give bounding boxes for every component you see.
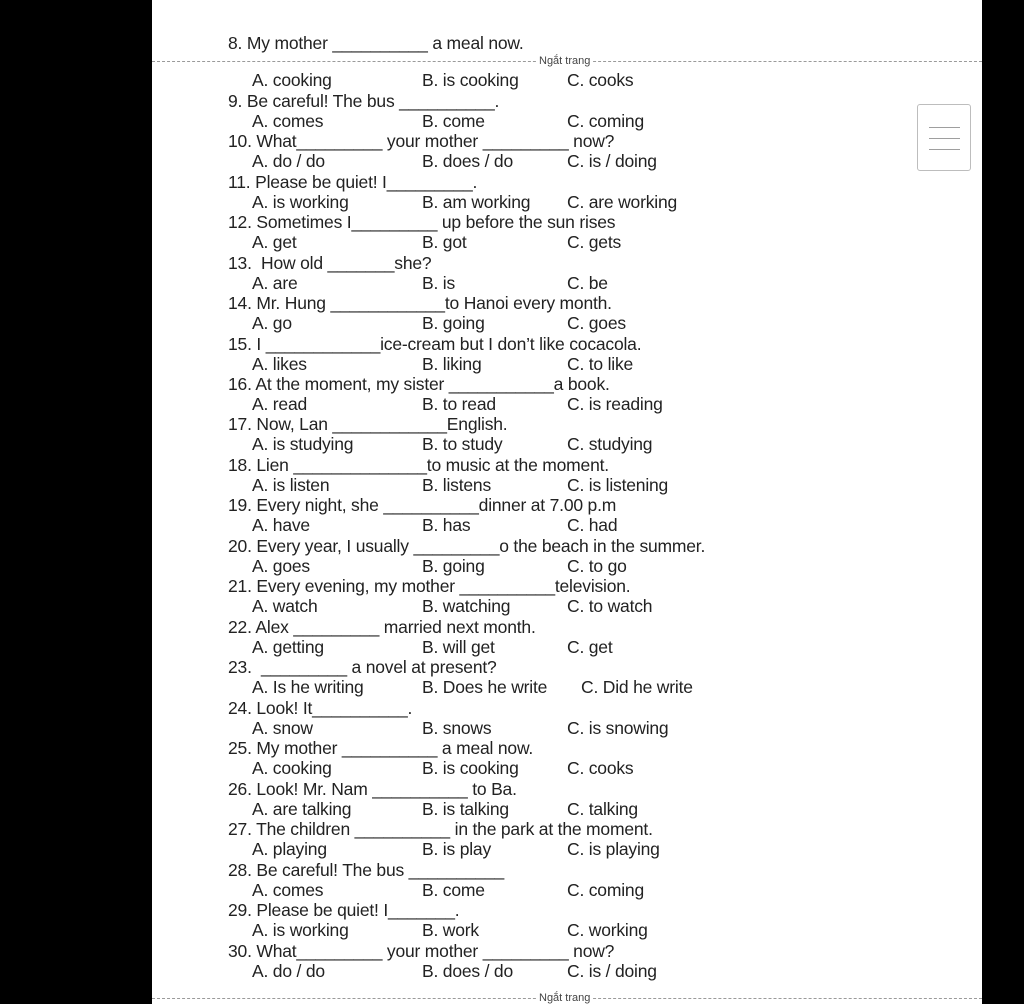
- answer-option: C. to like: [567, 354, 634, 374]
- answer-option: B. does / do: [422, 961, 513, 981]
- answer-option: B. Does he write: [422, 677, 548, 697]
- answer-option: A. cooking: [252, 758, 332, 778]
- question-stem: 13. How old _______she?: [228, 253, 432, 273]
- answer-option: C. to go: [567, 556, 627, 576]
- answer-option: C. is listening: [567, 475, 669, 495]
- answer-option: B. going: [422, 313, 485, 333]
- answer-option: B. does / do: [422, 151, 513, 171]
- answer-option: B. liking: [422, 354, 482, 374]
- document-page: [152, 0, 982, 1004]
- question-stem: 16. At the moment, my sister ___________a book.: [228, 374, 610, 394]
- answer-option: C. coming: [567, 111, 644, 131]
- answer-option: B. is talking: [422, 799, 509, 819]
- question-stem: 18. Lien ______________to music at the moment.: [228, 455, 609, 475]
- answer-option: B. to study: [422, 434, 503, 454]
- answer-option: B. to read: [422, 394, 496, 414]
- question-stem: 9. Be careful! The bus __________.: [228, 91, 500, 111]
- question-stem: 30. What_________ your mother _________ now?: [228, 941, 615, 961]
- answer-option: A. playing: [252, 839, 327, 859]
- question-stem: 25. My mother __________ a meal now.: [228, 738, 534, 758]
- menu-lines-icon: [918, 105, 970, 170]
- answer-option: C. is / doing: [567, 151, 657, 171]
- answer-option: A. is working: [252, 920, 349, 940]
- answer-option: A. cooking: [252, 70, 332, 90]
- answer-option: B. is: [422, 273, 456, 293]
- answer-option: B. has: [422, 515, 471, 535]
- answer-option: A. is listen: [252, 475, 330, 495]
- answer-option: C. talking: [567, 799, 638, 819]
- answer-option: B. snows: [422, 718, 492, 738]
- answer-option: C. get: [567, 637, 613, 657]
- answer-option: B. listens: [422, 475, 491, 495]
- answer-option: C. cooks: [567, 70, 634, 90]
- question-stem: 29. Please be quiet! I_______.: [228, 900, 460, 920]
- answer-option: C. is snowing: [567, 718, 669, 738]
- question-stem: 11. Please be quiet! I_________.: [228, 172, 478, 192]
- page-break-label: Ngắt trang: [536, 55, 593, 67]
- answer-option: C. is playing: [567, 839, 660, 859]
- answer-option: C. is reading: [567, 394, 663, 414]
- question-stem: 23. _________ a novel at present?: [228, 657, 497, 677]
- answer-option: B. am working: [422, 192, 531, 212]
- answer-option: A. do / do: [252, 151, 325, 171]
- answer-option: A. do / do: [252, 961, 325, 981]
- question-stem: 19. Every night, she __________dinner at 7.00 p.m: [228, 495, 617, 515]
- answer-option: A. have: [252, 515, 310, 535]
- answer-option: B. is cooking: [422, 758, 519, 778]
- question-stem: 22. Alex _________ married next month.: [228, 617, 536, 637]
- question-stem: 15. I ____________ice-cream but I don’t like cocacola.: [228, 334, 642, 354]
- answer-option: C. goes: [567, 313, 626, 333]
- page-break-label: Ngắt trang: [536, 992, 593, 1004]
- question-stem: 20. Every year, I usually _________o the beach in the summer.: [228, 536, 706, 556]
- answer-option: A. watch: [252, 596, 318, 616]
- answer-option: A. Is he writing: [252, 677, 364, 697]
- answer-option: A. are talking: [252, 799, 352, 819]
- question-stem: 27. The children __________ in the park at the moment.: [228, 819, 653, 839]
- answer-option: B. work: [422, 920, 479, 940]
- question-stem: 26. Look! Mr. Nam __________ to Ba.: [228, 779, 517, 799]
- answer-option: B. is play: [422, 839, 491, 859]
- answer-option: C. working: [567, 920, 648, 940]
- menu-button[interactable]: [917, 104, 971, 171]
- question-stem: 12. Sometimes I_________ up before the sun rises: [228, 212, 616, 232]
- answer-option: B. come: [422, 880, 485, 900]
- answer-option: B. watching: [422, 596, 511, 616]
- answer-option: A. get: [252, 232, 297, 252]
- answer-option: C. be: [567, 273, 608, 293]
- question-stem: 21. Every evening, my mother __________television.: [228, 576, 631, 596]
- answer-option: B. going: [422, 556, 485, 576]
- answer-option: C. is / doing: [567, 961, 657, 981]
- answer-option: A. read: [252, 394, 308, 414]
- answer-option: A. are: [252, 273, 298, 293]
- answer-option: B. come: [422, 111, 485, 131]
- answer-option: A. snow: [252, 718, 313, 738]
- question-list: [152, 0, 982, 1004]
- answer-option: C. studying: [567, 434, 653, 454]
- answer-option: A. comes: [252, 880, 324, 900]
- answer-option: A. likes: [252, 354, 307, 374]
- answer-option: C. Did he write: [581, 677, 693, 697]
- answer-option: A. comes: [252, 111, 324, 131]
- question-stem: 10. What_________ your mother _________ now?: [228, 131, 615, 151]
- question-stem: 24. Look! It__________.: [228, 698, 413, 718]
- question-stem: 17. Now, Lan ____________English.: [228, 414, 508, 434]
- answer-option: A. goes: [252, 556, 310, 576]
- answer-option: C. cooks: [567, 758, 634, 778]
- question-stem: 8. My mother __________ a meal now.: [228, 33, 524, 53]
- answer-option: A. go: [252, 313, 292, 333]
- answer-option: A. is studying: [252, 434, 354, 454]
- question-stem: 28. Be careful! The bus __________: [228, 860, 505, 880]
- answer-option: B. got: [422, 232, 467, 252]
- answer-option: C. coming: [567, 880, 644, 900]
- answer-option: A. is working: [252, 192, 349, 212]
- answer-option: C. are working: [567, 192, 678, 212]
- question-stem: 14. Mr. Hung ____________to Hanoi every month.: [228, 293, 612, 313]
- answer-option: C. had: [567, 515, 618, 535]
- answer-option: B. will get: [422, 637, 495, 657]
- answer-option: C. to watch: [567, 596, 653, 616]
- answer-option: C. gets: [567, 232, 622, 252]
- answer-option: A. getting: [252, 637, 324, 657]
- answer-option: B. is cooking: [422, 70, 519, 90]
